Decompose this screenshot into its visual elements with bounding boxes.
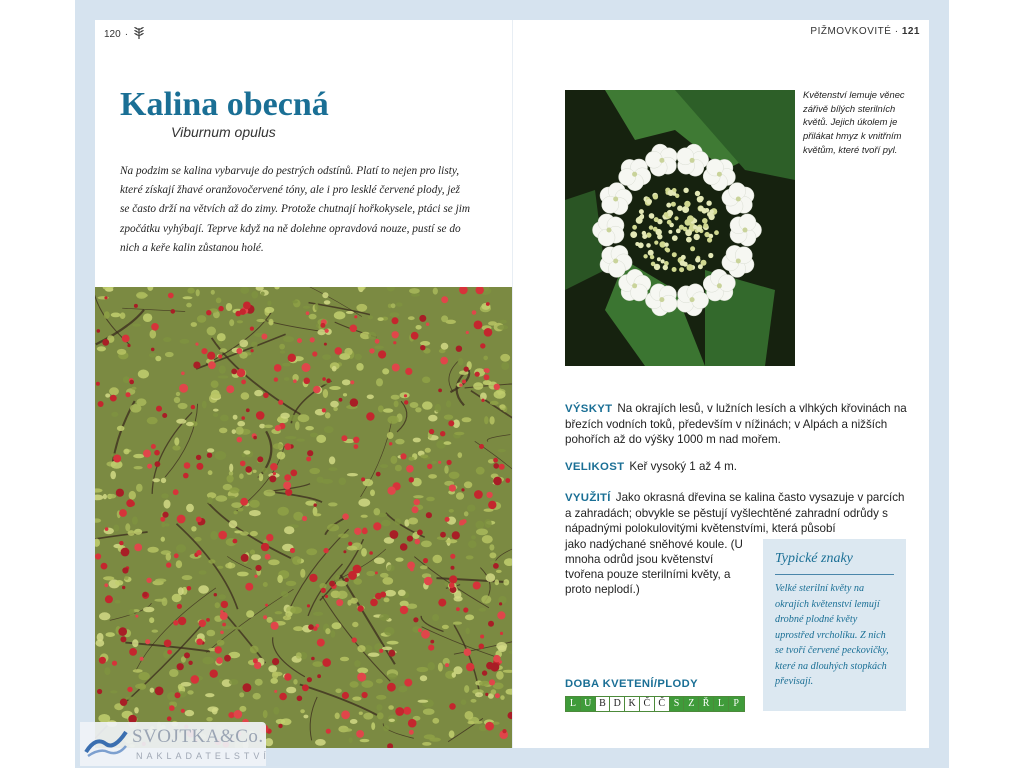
flower-photo xyxy=(565,90,795,366)
month-cell: D xyxy=(610,697,625,711)
leaf-sprig-icon xyxy=(132,26,146,43)
publisher-brand: SVOJTKA&Co. xyxy=(132,726,264,747)
month-calendar xyxy=(565,696,745,712)
month-cell: Č xyxy=(640,697,655,711)
folio-right: PIŽMOVKOVITÉ · 121 xyxy=(810,26,920,37)
photo-caption: Květenství lemuje věnec zářivě bílých sterilních květů. Jejich úkolem je přilákat hmyz k vnitřním květům, které tvoří pyl. xyxy=(803,89,905,155)
intro-paragraph: Na podzim se kalina vybarvuje do pestrých odstínů. Platí to nejen pro listy, které získají žhavé oranžovočervené tóny, ale i pro lesklé červené plody, jež se často drží na větvích až do zimy. Protože chutnají hořkokysele, ptáci se jim zpočátku vyhýbají. Teprve když na ně dolehne opravdová nouze, pustí se do nich a keře kalin zůstanou holé. xyxy=(120,165,471,254)
bloom-period-heading: DOBA KVETENÍ/PLODY xyxy=(565,678,698,690)
section-vyskyt xyxy=(565,401,910,448)
section-vyuziti-text-1: Jako okrasná dřevina se kalina často vysazuje v parcích a zahradách; obvykle se pěstují vyšlechtěné zahradní odrůdy s nápadnými polokulovitými květenstvími, která působí xyxy=(565,491,905,536)
section-vyskyt-text: Na okrajích lesů, v lužních lesích a vlhkých křovinách na březích vodních toků, především v nížinách; v Alpách a nižších pohořích až do výšky 1000 m nad mořem. xyxy=(565,402,907,447)
publisher-logo-icon xyxy=(84,726,128,765)
month-cell: L xyxy=(566,697,581,711)
month-cell: Z xyxy=(684,697,699,711)
sidebar-divider xyxy=(775,574,894,575)
section-vyskyt-head: VÝSKYT xyxy=(565,403,613,415)
month-cell: B xyxy=(596,697,611,711)
shrub-photo xyxy=(95,287,512,748)
month-cell: U xyxy=(581,697,596,711)
family-name: PIŽMOVKOVITÉ xyxy=(810,26,892,37)
species-latin-name: Viburnum opulus xyxy=(171,124,276,140)
typical-features-title: Typické znaky xyxy=(775,551,853,566)
page-number-left: 120 xyxy=(104,29,121,40)
page-gutter xyxy=(512,20,513,748)
folio-left: 120 · xyxy=(104,26,146,43)
month-cell: P xyxy=(729,697,744,711)
month-cell: K xyxy=(625,697,640,711)
section-velikost-head: VELIKOST xyxy=(565,461,625,473)
section-velikost xyxy=(565,459,910,475)
page-number-right: 121 xyxy=(901,26,920,37)
month-cell: L xyxy=(714,697,729,711)
typical-features-box xyxy=(763,539,906,711)
section-vyuziti-head: VYUŽITÍ xyxy=(565,492,611,504)
month-cell: Č xyxy=(655,697,670,711)
section-vyuziti-text-2: jako nadýchané sněhové koule. (U mnoha odrůd jsou květenství tvořena pouze sterilními květy, a proto neplodí.) xyxy=(565,537,743,597)
publisher-subtitle: NAKLADATELSTVÍ xyxy=(136,751,270,761)
month-cell: Ř xyxy=(699,697,714,711)
species-title: Kalina obecná xyxy=(120,86,329,123)
section-velikost-text: Keř vysoký 1 až 4 m. xyxy=(629,460,737,473)
typical-features-text: Velké sterilní květy na okrajích květenství lemují drobné plodné květy uprostřed vrcholíku. Z nich se tvoří červené peckovičky, které na dlouhých stopkách převisají. xyxy=(775,583,889,687)
month-cell: S xyxy=(670,697,685,711)
publisher-watermark xyxy=(80,722,270,766)
